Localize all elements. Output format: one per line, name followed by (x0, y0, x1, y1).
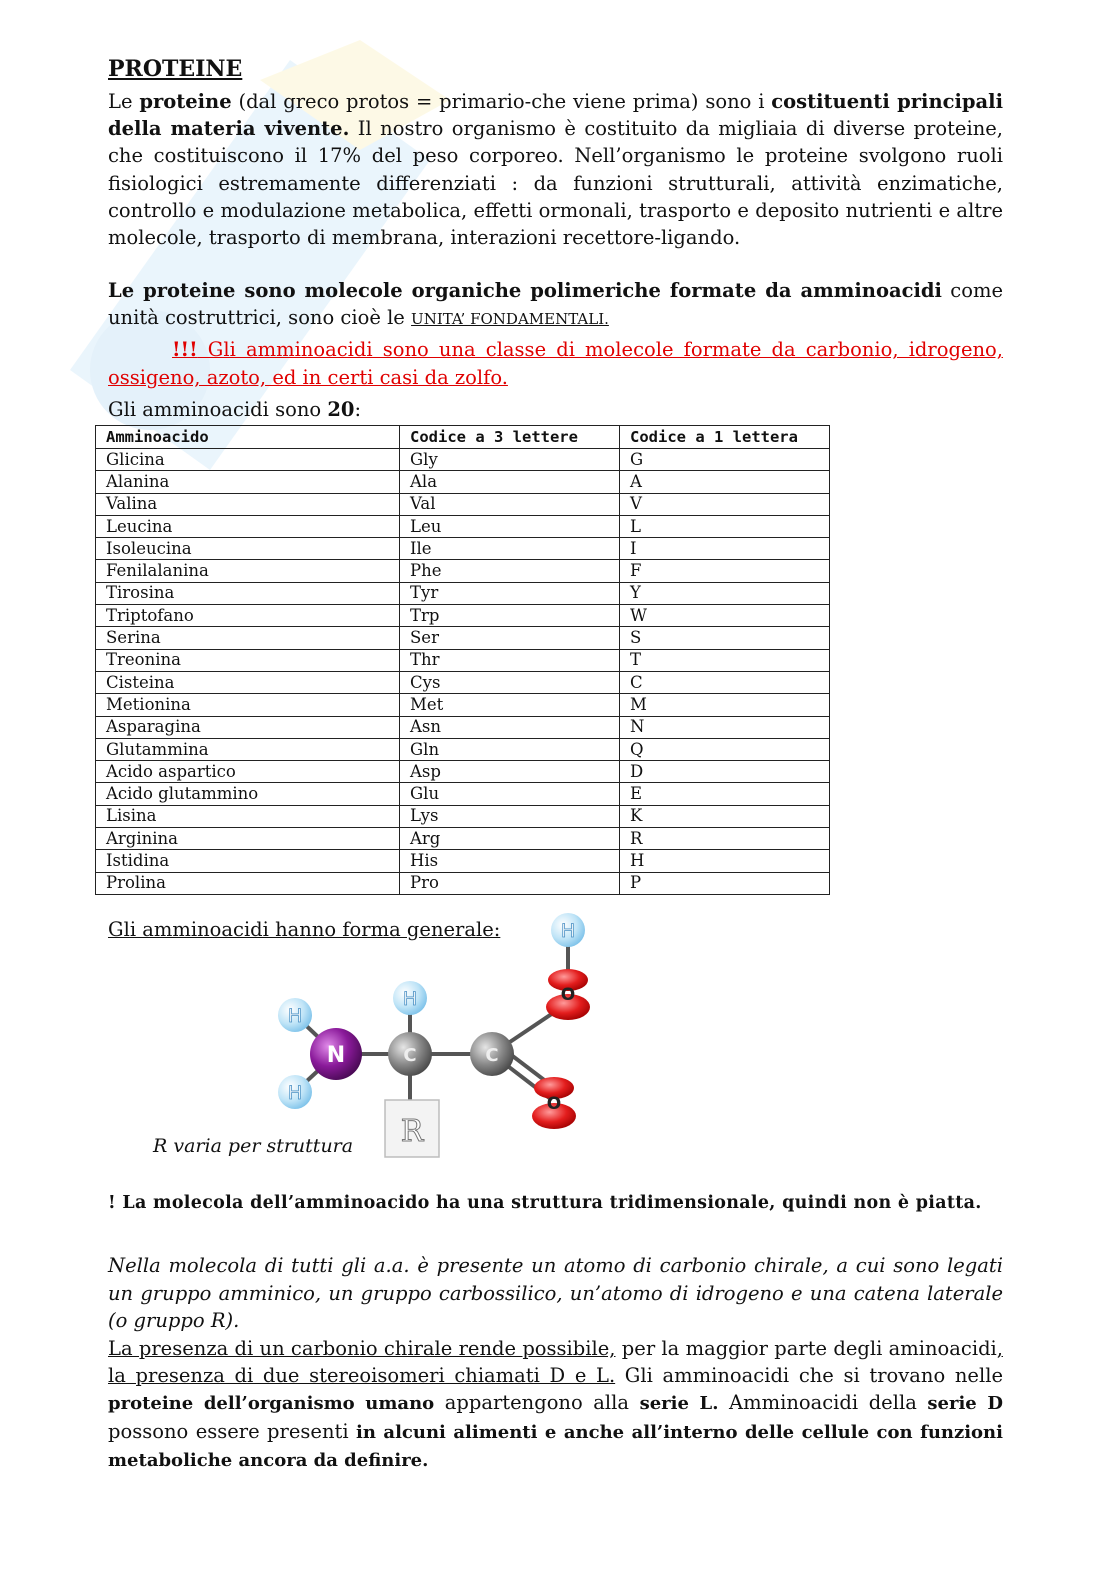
oxygen-atom-carbonyl (532, 1077, 576, 1129)
svg-text:H: H (287, 1005, 303, 1027)
cell-code1: T (620, 649, 830, 671)
cell-code1: M (620, 694, 830, 716)
cell-name: Alanina (96, 471, 400, 493)
cell-name: Glicina (96, 449, 400, 471)
cell-code1: Q (620, 738, 830, 760)
cell-name: Treonina (96, 649, 400, 671)
stereoisomers-paragraph: La presenza di un carbonio chirale rende possibile, per la maggior parte degli aminoacidi, la presenza di due stereoisomeri chiamati D e L. Gli amminoacidi che si trovano nelle proteine dell’organismo umano appartengono alla serie L. Amminoacidi della serie D possono essere presenti in alcuni alimenti e anche all’interno delle cellule con funzioni metaboliche ancora da definire. (108, 1337, 1003, 1471)
cell-name: Lisina (96, 805, 400, 827)
table-row (96, 627, 830, 649)
table-row (96, 560, 830, 582)
cell-code3: Asp (400, 761, 620, 783)
svg-text:H: H (287, 1082, 303, 1104)
definition-paragraph: Le proteine sono molecole organiche polimeriche formate da amminoacidi come unità costruttrici, sono cioè le UNITA’ FONDAMENTALI. (108, 279, 1003, 330)
table-row (96, 493, 830, 515)
chiral-carbon-paragraph: Nella molecola di tutti gli a.a. è presente un atomo di carbonio chirale, a cui sono legati un gruppo amminico, un gruppo carbossilico, un’atomo di idrogeno e una catena laterale (o gruppo R). (108, 1254, 1003, 1332)
table-row (96, 449, 830, 471)
table-row (96, 515, 830, 537)
table-row (96, 471, 830, 493)
cell-code3: Lys (400, 805, 620, 827)
cell-code1: W (620, 605, 830, 627)
svg-text:H: H (560, 920, 576, 942)
svg-text:H: H (402, 988, 418, 1010)
svg-text:N: N (326, 1043, 346, 1068)
cell-name: Cisteina (96, 671, 400, 693)
three-dimensional-note: ! La molecola dell’amminoacido ha una struttura tridimensionale, quindi non è piatta. (108, 1193, 982, 1213)
cell-name: Acido aspartico (96, 761, 400, 783)
cell-name: Acido glutammino (96, 783, 400, 805)
cell-code1: V (620, 493, 830, 515)
cell-code1: G (620, 449, 830, 471)
cell-name: Valina (96, 493, 400, 515)
cell-code1: K (620, 805, 830, 827)
cell-code3: Asn (400, 716, 620, 738)
nitrogen-atom (310, 1028, 362, 1080)
general-form-heading: Gli amminoacidi hanno forma generale: (108, 918, 501, 941)
cell-code1: Y (620, 582, 830, 604)
cell-code3: Pro (400, 872, 620, 894)
cell-code3: Trp (400, 605, 620, 627)
cell-code1: S (620, 627, 830, 649)
amino-acid-table (95, 425, 830, 895)
header-amminoacido: Amminoacido (96, 426, 400, 449)
alert-paragraph: !!! Gli amminoacidi sono una classe di molecole formate da carbonio, idrogeno, ossigeno, azoto, ed in certi casi da zolfo. (108, 338, 1003, 389)
hydrogen-atom-hydroxyl (551, 913, 585, 947)
table-row (96, 538, 830, 560)
table-row (96, 761, 830, 783)
carboxyl-carbon-atom (470, 1032, 514, 1076)
cell-code3: Thr (400, 649, 620, 671)
cell-code3: Glu (400, 783, 620, 805)
cell-name: Arginina (96, 828, 400, 850)
cell-code1: R (620, 828, 830, 850)
cell-code1: E (620, 783, 830, 805)
table-row (96, 694, 830, 716)
cell-name: Asparagina (96, 716, 400, 738)
alpha-carbon-atom (388, 1032, 432, 1076)
cell-name: Metionina (96, 694, 400, 716)
cell-code3: Ser (400, 627, 620, 649)
cell-code3: Phe (400, 560, 620, 582)
hydrogen-atom-alpha (393, 981, 427, 1015)
cell-code1: C (620, 671, 830, 693)
table-row (96, 872, 830, 894)
table-row (96, 738, 830, 760)
page-title: PROTEINE (108, 56, 243, 82)
svg-text:R: R (400, 1114, 424, 1149)
table-row (96, 783, 830, 805)
cell-code3: Arg (400, 828, 620, 850)
table-row (96, 605, 830, 627)
table-header-row (96, 426, 830, 449)
r-group-box (385, 1100, 439, 1157)
svg-text:C: C (403, 1045, 417, 1066)
cell-name: Tirosina (96, 582, 400, 604)
cell-code3: Tyr (400, 582, 620, 604)
cell-name: Leucina (96, 515, 400, 537)
svg-text:O: O (560, 985, 576, 1005)
cell-code3: His (400, 850, 620, 872)
cell-code1: N (620, 716, 830, 738)
cell-code3: Ile (400, 538, 620, 560)
cell-name: Prolina (96, 872, 400, 894)
cell-code3: Leu (400, 515, 620, 537)
cell-code1: P (620, 872, 830, 894)
header-codice-1: Codice a 1 lettera (620, 426, 830, 449)
svg-text:O: O (546, 1094, 562, 1114)
cell-code3: Cys (400, 671, 620, 693)
hydrogen-atom-n-top (278, 998, 312, 1032)
table-row (96, 649, 830, 671)
cell-code3: Gln (400, 738, 620, 760)
table-row (96, 582, 830, 604)
cell-name: Istidina (96, 850, 400, 872)
cell-name: Isoleucina (96, 538, 400, 560)
cell-code1: F (620, 560, 830, 582)
cell-name: Triptofano (96, 605, 400, 627)
oxygen-atom-hydroxyl (546, 969, 590, 1020)
cell-code1: D (620, 761, 830, 783)
cell-code1: L (620, 515, 830, 537)
table-row (96, 671, 830, 693)
table-row (96, 805, 830, 827)
cell-code3: Val (400, 493, 620, 515)
cell-code1: A (620, 471, 830, 493)
table-row (96, 828, 830, 850)
amino-count-line: Gli amminoacidi sono 20: (108, 398, 362, 421)
header-codice-3: Codice a 3 lettere (400, 426, 620, 449)
cell-name: Glutammina (96, 738, 400, 760)
cell-code3: Gly (400, 449, 620, 471)
amino-acid-molecule-diagram (270, 908, 610, 1168)
hydrogen-atom-n-bottom (278, 1075, 312, 1109)
table-row (96, 716, 830, 738)
cell-name: Fenilalanina (96, 560, 400, 582)
cell-code3: Ala (400, 471, 620, 493)
cell-name: Serina (96, 627, 400, 649)
intro-paragraph: Le proteine (dal greco protos = primario-che viene prima) sono i costituenti principali della materia vivente. Il nostro organismo è costituito da migliaia di diverse proteine, che costituiscono il 17% del peso corporeo. Nell’organismo le proteine svolgono ruoli fisiologici estremamente differenziati : da funzioni strutturali, attività enzimatiche, controllo e modulazione metabolica, effetti ormonali, trasporto e deposito nutrienti e altre molecole, trasporto di membrana, interazioni recettore-ligando. (108, 90, 1003, 250)
cell-code3: Met (400, 694, 620, 716)
cell-code1: I (620, 538, 830, 560)
r-group-caption: R varia per struttura (153, 1135, 354, 1157)
cell-code1: H (620, 850, 830, 872)
table-row (96, 850, 830, 872)
svg-text:C: C (485, 1045, 499, 1066)
